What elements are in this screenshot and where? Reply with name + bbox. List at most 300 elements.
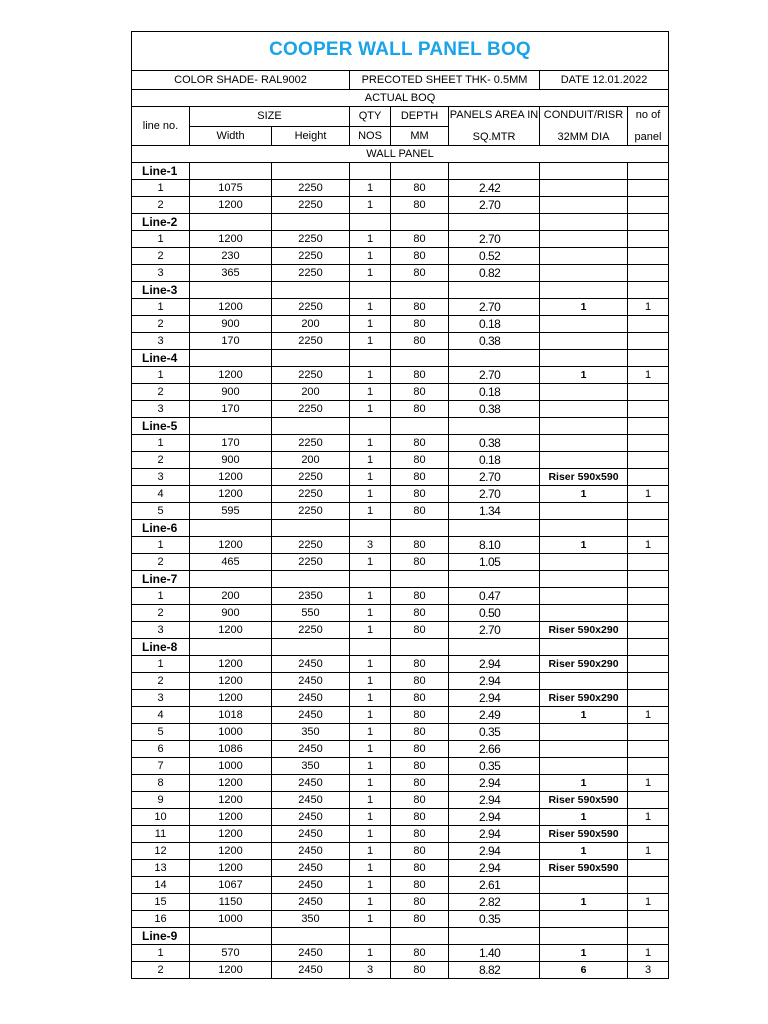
cell-height: 2250 xyxy=(272,401,350,418)
cell-depth: 80 xyxy=(391,197,449,214)
cell-height: 2250 xyxy=(272,622,350,639)
cell-height: 2450 xyxy=(272,877,350,894)
cell-no-of-panel xyxy=(628,605,669,622)
table-row xyxy=(132,316,669,333)
cell-qty: 1 xyxy=(350,401,391,418)
cell-no-of-panel: 1 xyxy=(628,945,669,962)
cell-width: 1200 xyxy=(190,656,272,673)
empty-cell xyxy=(628,350,669,367)
cell-no-of-panel xyxy=(628,469,669,486)
cell-line-no: 3 xyxy=(132,690,190,707)
cell-line-no: 2 xyxy=(132,962,190,979)
cell-no-of-panel: 1 xyxy=(628,537,669,554)
cell-height: 2250 xyxy=(272,486,350,503)
cell-area: 2.70 xyxy=(449,299,540,316)
cell-area: 2.94 xyxy=(449,843,540,860)
cell-no-of-panel xyxy=(628,724,669,741)
cell-qty: 1 xyxy=(350,180,391,197)
empty-cell xyxy=(272,282,350,299)
cell-conduit xyxy=(540,265,628,282)
cell-conduit: 1 xyxy=(540,537,628,554)
cell-height: 550 xyxy=(272,605,350,622)
header-conduit-line2: 32MM DIA xyxy=(557,131,610,143)
cell-qty: 1 xyxy=(350,911,391,928)
table-row xyxy=(132,197,669,214)
cell-no-of-panel: 1 xyxy=(628,486,669,503)
line-group-label: Line-3 xyxy=(132,282,190,299)
cell-width: 1200 xyxy=(190,469,272,486)
empty-cell xyxy=(350,571,391,588)
table-row xyxy=(132,588,669,605)
table-row xyxy=(132,809,669,826)
cell-height: 2250 xyxy=(272,503,350,520)
cell-no-of-panel xyxy=(628,673,669,690)
cell-conduit: 6 xyxy=(540,962,628,979)
cell-line-no: 14 xyxy=(132,877,190,894)
cell-qty: 1 xyxy=(350,367,391,384)
cell-conduit: 1 xyxy=(540,843,628,860)
empty-cell xyxy=(628,163,669,180)
cell-area: 0.18 xyxy=(449,316,540,333)
header-area-line2: SQ.MTR xyxy=(472,131,516,143)
cell-no-of-panel xyxy=(628,656,669,673)
empty-cell xyxy=(272,163,350,180)
table-row xyxy=(132,741,669,758)
cell-conduit: 1 xyxy=(540,809,628,826)
cell-width: 365 xyxy=(190,265,272,282)
cell-depth: 80 xyxy=(391,877,449,894)
cell-conduit: Riser 590x590 xyxy=(540,792,628,809)
empty-cell xyxy=(391,520,449,537)
cell-width: 1200 xyxy=(190,792,272,809)
cell-line-no: 1 xyxy=(132,435,190,452)
empty-cell xyxy=(350,418,391,435)
cell-width: 1018 xyxy=(190,707,272,724)
cell-no-of-panel xyxy=(628,877,669,894)
cell-line-no: 10 xyxy=(132,809,190,826)
cell-height: 2450 xyxy=(272,945,350,962)
cell-area: 2.82 xyxy=(449,894,540,911)
cell-depth: 80 xyxy=(391,605,449,622)
cell-qty: 3 xyxy=(350,962,391,979)
cell-line-no: 2 xyxy=(132,197,190,214)
cell-depth: 80 xyxy=(391,962,449,979)
cell-area: 0.35 xyxy=(449,724,540,741)
table-row xyxy=(132,622,669,639)
table-row xyxy=(132,656,669,673)
cell-line-no: 2 xyxy=(132,384,190,401)
cell-width: 1200 xyxy=(190,486,272,503)
cell-conduit xyxy=(540,316,628,333)
cell-width: 200 xyxy=(190,588,272,605)
cell-width: 1075 xyxy=(190,180,272,197)
cell-no-of-panel: 1 xyxy=(628,299,669,316)
cell-line-no: 3 xyxy=(132,622,190,639)
cell-line-no: 6 xyxy=(132,741,190,758)
cell-line-no: 2 xyxy=(132,605,190,622)
cell-width: 465 xyxy=(190,554,272,571)
cell-conduit xyxy=(540,554,628,571)
cell-area: 1.40 xyxy=(449,945,540,962)
cell-qty: 1 xyxy=(350,877,391,894)
empty-cell xyxy=(449,214,540,231)
cell-width: 900 xyxy=(190,605,272,622)
table-row xyxy=(132,792,669,809)
cell-conduit xyxy=(540,911,628,928)
cell-depth: 80 xyxy=(391,333,449,350)
cell-no-of-panel xyxy=(628,316,669,333)
cell-no-of-panel xyxy=(628,622,669,639)
cell-line-no: 1 xyxy=(132,945,190,962)
cell-qty: 1 xyxy=(350,826,391,843)
cell-conduit xyxy=(540,384,628,401)
cell-height: 2450 xyxy=(272,741,350,758)
empty-cell xyxy=(272,571,350,588)
cell-width: 1200 xyxy=(190,673,272,690)
cell-area: 0.18 xyxy=(449,452,540,469)
cell-width: 1000 xyxy=(190,758,272,775)
cell-area: 2.61 xyxy=(449,877,540,894)
empty-cell xyxy=(190,418,272,435)
section-wall-panel: WALL PANEL xyxy=(132,146,669,163)
empty-cell xyxy=(190,520,272,537)
cell-depth: 80 xyxy=(391,622,449,639)
cell-line-no: 1 xyxy=(132,299,190,316)
cell-depth: 80 xyxy=(391,707,449,724)
cell-area: 0.38 xyxy=(449,435,540,452)
cell-area: 2.94 xyxy=(449,792,540,809)
cell-no-of-panel: 1 xyxy=(628,843,669,860)
cell-conduit xyxy=(540,588,628,605)
empty-cell xyxy=(449,520,540,537)
cell-conduit: 1 xyxy=(540,894,628,911)
cell-no-of-panel xyxy=(628,826,669,843)
cell-width: 1200 xyxy=(190,367,272,384)
empty-cell xyxy=(272,214,350,231)
cell-depth: 80 xyxy=(391,758,449,775)
cell-height: 2250 xyxy=(272,554,350,571)
cell-area: 2.94 xyxy=(449,775,540,792)
cell-conduit: Riser 590x290 xyxy=(540,690,628,707)
cell-qty: 1 xyxy=(350,690,391,707)
cell-conduit xyxy=(540,741,628,758)
empty-cell xyxy=(350,350,391,367)
cell-qty: 1 xyxy=(350,265,391,282)
cell-height: 2450 xyxy=(272,673,350,690)
cell-depth: 80 xyxy=(391,503,449,520)
cell-no-of-panel: 1 xyxy=(628,775,669,792)
line-group-header xyxy=(132,928,669,945)
cell-line-no: 2 xyxy=(132,316,190,333)
table-row xyxy=(132,690,669,707)
empty-cell xyxy=(272,639,350,656)
cell-no-of-panel: 3 xyxy=(628,962,669,979)
cell-height: 2250 xyxy=(272,248,350,265)
empty-cell xyxy=(449,282,540,299)
cell-conduit xyxy=(540,758,628,775)
empty-cell xyxy=(350,163,391,180)
cell-depth: 80 xyxy=(391,894,449,911)
cell-conduit: Riser 590x290 xyxy=(540,656,628,673)
cell-qty: 1 xyxy=(350,248,391,265)
cell-conduit: 1 xyxy=(540,367,628,384)
cell-area: 8.10 xyxy=(449,537,540,554)
cell-area: 2.70 xyxy=(449,622,540,639)
boq-sheet xyxy=(131,31,668,979)
cell-line-no: 1 xyxy=(132,537,190,554)
cell-height: 2250 xyxy=(272,435,350,452)
table-row xyxy=(132,384,669,401)
cell-line-no: 8 xyxy=(132,775,190,792)
cell-width: 170 xyxy=(190,435,272,452)
line-group-label: Line-9 xyxy=(132,928,190,945)
cell-area: 0.35 xyxy=(449,911,540,928)
cell-qty: 1 xyxy=(350,622,391,639)
cell-depth: 80 xyxy=(391,248,449,265)
cell-area: 8.82 xyxy=(449,962,540,979)
empty-cell xyxy=(391,571,449,588)
cell-qty: 1 xyxy=(350,486,391,503)
cell-qty: 1 xyxy=(350,656,391,673)
cell-no-of-panel xyxy=(628,690,669,707)
header-conduit-line1: CONDUIT/RISR xyxy=(543,109,624,121)
cell-conduit: 1 xyxy=(540,299,628,316)
cell-depth: 80 xyxy=(391,316,449,333)
cell-width: 1086 xyxy=(190,741,272,758)
cell-width: 900 xyxy=(190,316,272,333)
cell-qty: 1 xyxy=(350,860,391,877)
boq-table xyxy=(131,31,669,979)
table-row xyxy=(132,537,669,554)
cell-conduit: Riser 590x590 xyxy=(540,860,628,877)
empty-cell xyxy=(190,350,272,367)
color-shade-label: COLOR SHADE- RAL9002 xyxy=(132,71,350,90)
cell-qty: 1 xyxy=(350,469,391,486)
cell-line-no: 5 xyxy=(132,503,190,520)
cell-height: 2450 xyxy=(272,860,350,877)
table-row xyxy=(132,962,669,979)
cell-no-of-panel: 1 xyxy=(628,894,669,911)
cell-area: 2.94 xyxy=(449,809,540,826)
table-row xyxy=(132,911,669,928)
cell-area: 2.94 xyxy=(449,673,540,690)
empty-cell xyxy=(628,282,669,299)
empty-cell xyxy=(449,163,540,180)
empty-cell xyxy=(190,639,272,656)
cell-conduit xyxy=(540,605,628,622)
cell-height: 350 xyxy=(272,724,350,741)
cell-conduit xyxy=(540,673,628,690)
header-mm: MM xyxy=(391,126,449,146)
cell-line-no: 4 xyxy=(132,486,190,503)
cell-height: 2250 xyxy=(272,537,350,554)
table-row xyxy=(132,673,669,690)
cell-qty: 1 xyxy=(350,299,391,316)
header-panel-line1: no of xyxy=(635,109,661,121)
table-row xyxy=(132,826,669,843)
cell-depth: 80 xyxy=(391,724,449,741)
cell-height: 2250 xyxy=(272,333,350,350)
cell-line-no: 5 xyxy=(132,724,190,741)
line-group-header xyxy=(132,163,669,180)
table-row xyxy=(132,265,669,282)
cell-width: 1200 xyxy=(190,231,272,248)
empty-cell xyxy=(391,214,449,231)
cell-line-no: 16 xyxy=(132,911,190,928)
empty-cell xyxy=(350,928,391,945)
empty-cell xyxy=(391,418,449,435)
cell-conduit: 1 xyxy=(540,945,628,962)
table-row xyxy=(132,503,669,520)
empty-cell xyxy=(190,163,272,180)
header-area-line1: PANELS AREA IN xyxy=(449,109,539,121)
cell-height: 200 xyxy=(272,384,350,401)
cell-no-of-panel xyxy=(628,554,669,571)
cell-width: 1200 xyxy=(190,962,272,979)
empty-cell xyxy=(449,418,540,435)
cell-line-no: 3 xyxy=(132,333,190,350)
cell-line-no: 1 xyxy=(132,588,190,605)
cell-width: 170 xyxy=(190,401,272,418)
cell-qty: 1 xyxy=(350,775,391,792)
cell-area: 2.49 xyxy=(449,707,540,724)
empty-cell xyxy=(391,163,449,180)
cell-depth: 80 xyxy=(391,775,449,792)
table-row xyxy=(132,945,669,962)
cell-depth: 80 xyxy=(391,911,449,928)
empty-cell xyxy=(628,418,669,435)
cell-area: 2.94 xyxy=(449,826,540,843)
cell-line-no: 2 xyxy=(132,673,190,690)
cell-height: 350 xyxy=(272,911,350,928)
header-height: Height xyxy=(272,126,350,146)
cell-height: 2450 xyxy=(272,826,350,843)
table-row xyxy=(132,894,669,911)
cell-depth: 80 xyxy=(391,860,449,877)
empty-cell xyxy=(391,639,449,656)
cell-line-no: 2 xyxy=(132,554,190,571)
table-row xyxy=(132,333,669,350)
cell-no-of-panel xyxy=(628,248,669,265)
cell-conduit: 1 xyxy=(540,707,628,724)
cell-qty: 1 xyxy=(350,945,391,962)
empty-cell xyxy=(190,214,272,231)
cell-qty: 1 xyxy=(350,503,391,520)
table-row xyxy=(132,248,669,265)
empty-cell xyxy=(350,282,391,299)
cell-area: 1.05 xyxy=(449,554,540,571)
empty-cell xyxy=(540,520,628,537)
empty-cell xyxy=(391,350,449,367)
empty-cell xyxy=(449,639,540,656)
cell-area: 2.94 xyxy=(449,656,540,673)
cell-qty: 1 xyxy=(350,588,391,605)
cell-height: 2350 xyxy=(272,588,350,605)
empty-cell xyxy=(540,214,628,231)
cell-qty: 1 xyxy=(350,384,391,401)
cell-width: 900 xyxy=(190,384,272,401)
table-row xyxy=(132,401,669,418)
cell-area: 0.47 xyxy=(449,588,540,605)
actual-boq-label: ACTUAL BOQ xyxy=(132,90,669,107)
cell-width: 570 xyxy=(190,945,272,962)
empty-cell xyxy=(350,639,391,656)
cell-qty: 1 xyxy=(350,809,391,826)
table-row xyxy=(132,231,669,248)
table-row xyxy=(132,758,669,775)
cell-width: 1200 xyxy=(190,690,272,707)
empty-cell xyxy=(272,418,350,435)
cell-conduit: Riser 590x290 xyxy=(540,622,628,639)
cell-area: 0.18 xyxy=(449,384,540,401)
cell-conduit xyxy=(540,333,628,350)
cell-area: 2.70 xyxy=(449,197,540,214)
cell-width: 230 xyxy=(190,248,272,265)
cell-conduit xyxy=(540,248,628,265)
cell-depth: 80 xyxy=(391,435,449,452)
cell-no-of-panel xyxy=(628,911,669,928)
cell-width: 1000 xyxy=(190,724,272,741)
cell-no-of-panel xyxy=(628,265,669,282)
empty-cell xyxy=(628,928,669,945)
cell-depth: 80 xyxy=(391,945,449,962)
cell-no-of-panel xyxy=(628,384,669,401)
cell-no-of-panel xyxy=(628,792,669,809)
cell-conduit xyxy=(540,724,628,741)
cell-line-no: 2 xyxy=(132,248,190,265)
cell-height: 200 xyxy=(272,452,350,469)
cell-qty: 1 xyxy=(350,333,391,350)
table-row xyxy=(132,860,669,877)
cell-height: 2450 xyxy=(272,894,350,911)
empty-cell xyxy=(628,520,669,537)
cell-width: 1200 xyxy=(190,299,272,316)
cell-line-no: 3 xyxy=(132,469,190,486)
cell-width: 595 xyxy=(190,503,272,520)
empty-cell xyxy=(272,520,350,537)
cell-no-of-panel xyxy=(628,452,669,469)
page-title: COOPER WALL PANEL BOQ xyxy=(269,39,531,60)
cell-depth: 80 xyxy=(391,843,449,860)
cell-depth: 80 xyxy=(391,537,449,554)
line-group-header xyxy=(132,350,669,367)
cell-no-of-panel xyxy=(628,588,669,605)
line-group-label: Line-2 xyxy=(132,214,190,231)
cell-qty: 1 xyxy=(350,554,391,571)
cell-depth: 80 xyxy=(391,656,449,673)
cell-height: 2250 xyxy=(272,265,350,282)
cell-conduit: 1 xyxy=(540,486,628,503)
cell-area: 0.82 xyxy=(449,265,540,282)
cell-line-no: 2 xyxy=(132,452,190,469)
cell-height: 2250 xyxy=(272,197,350,214)
cell-depth: 80 xyxy=(391,588,449,605)
table-row xyxy=(132,435,669,452)
line-group-header xyxy=(132,639,669,656)
header-nos: NOS xyxy=(350,126,391,146)
header-no-of-panel xyxy=(628,107,669,146)
cell-conduit: 1 xyxy=(540,775,628,792)
cell-width: 1200 xyxy=(190,197,272,214)
cell-height: 200 xyxy=(272,316,350,333)
empty-cell xyxy=(540,418,628,435)
cell-no-of-panel xyxy=(628,503,669,520)
cell-width: 1200 xyxy=(190,537,272,554)
empty-cell xyxy=(449,928,540,945)
line-group-label: Line-6 xyxy=(132,520,190,537)
cell-depth: 80 xyxy=(391,401,449,418)
header-width: Width xyxy=(190,126,272,146)
